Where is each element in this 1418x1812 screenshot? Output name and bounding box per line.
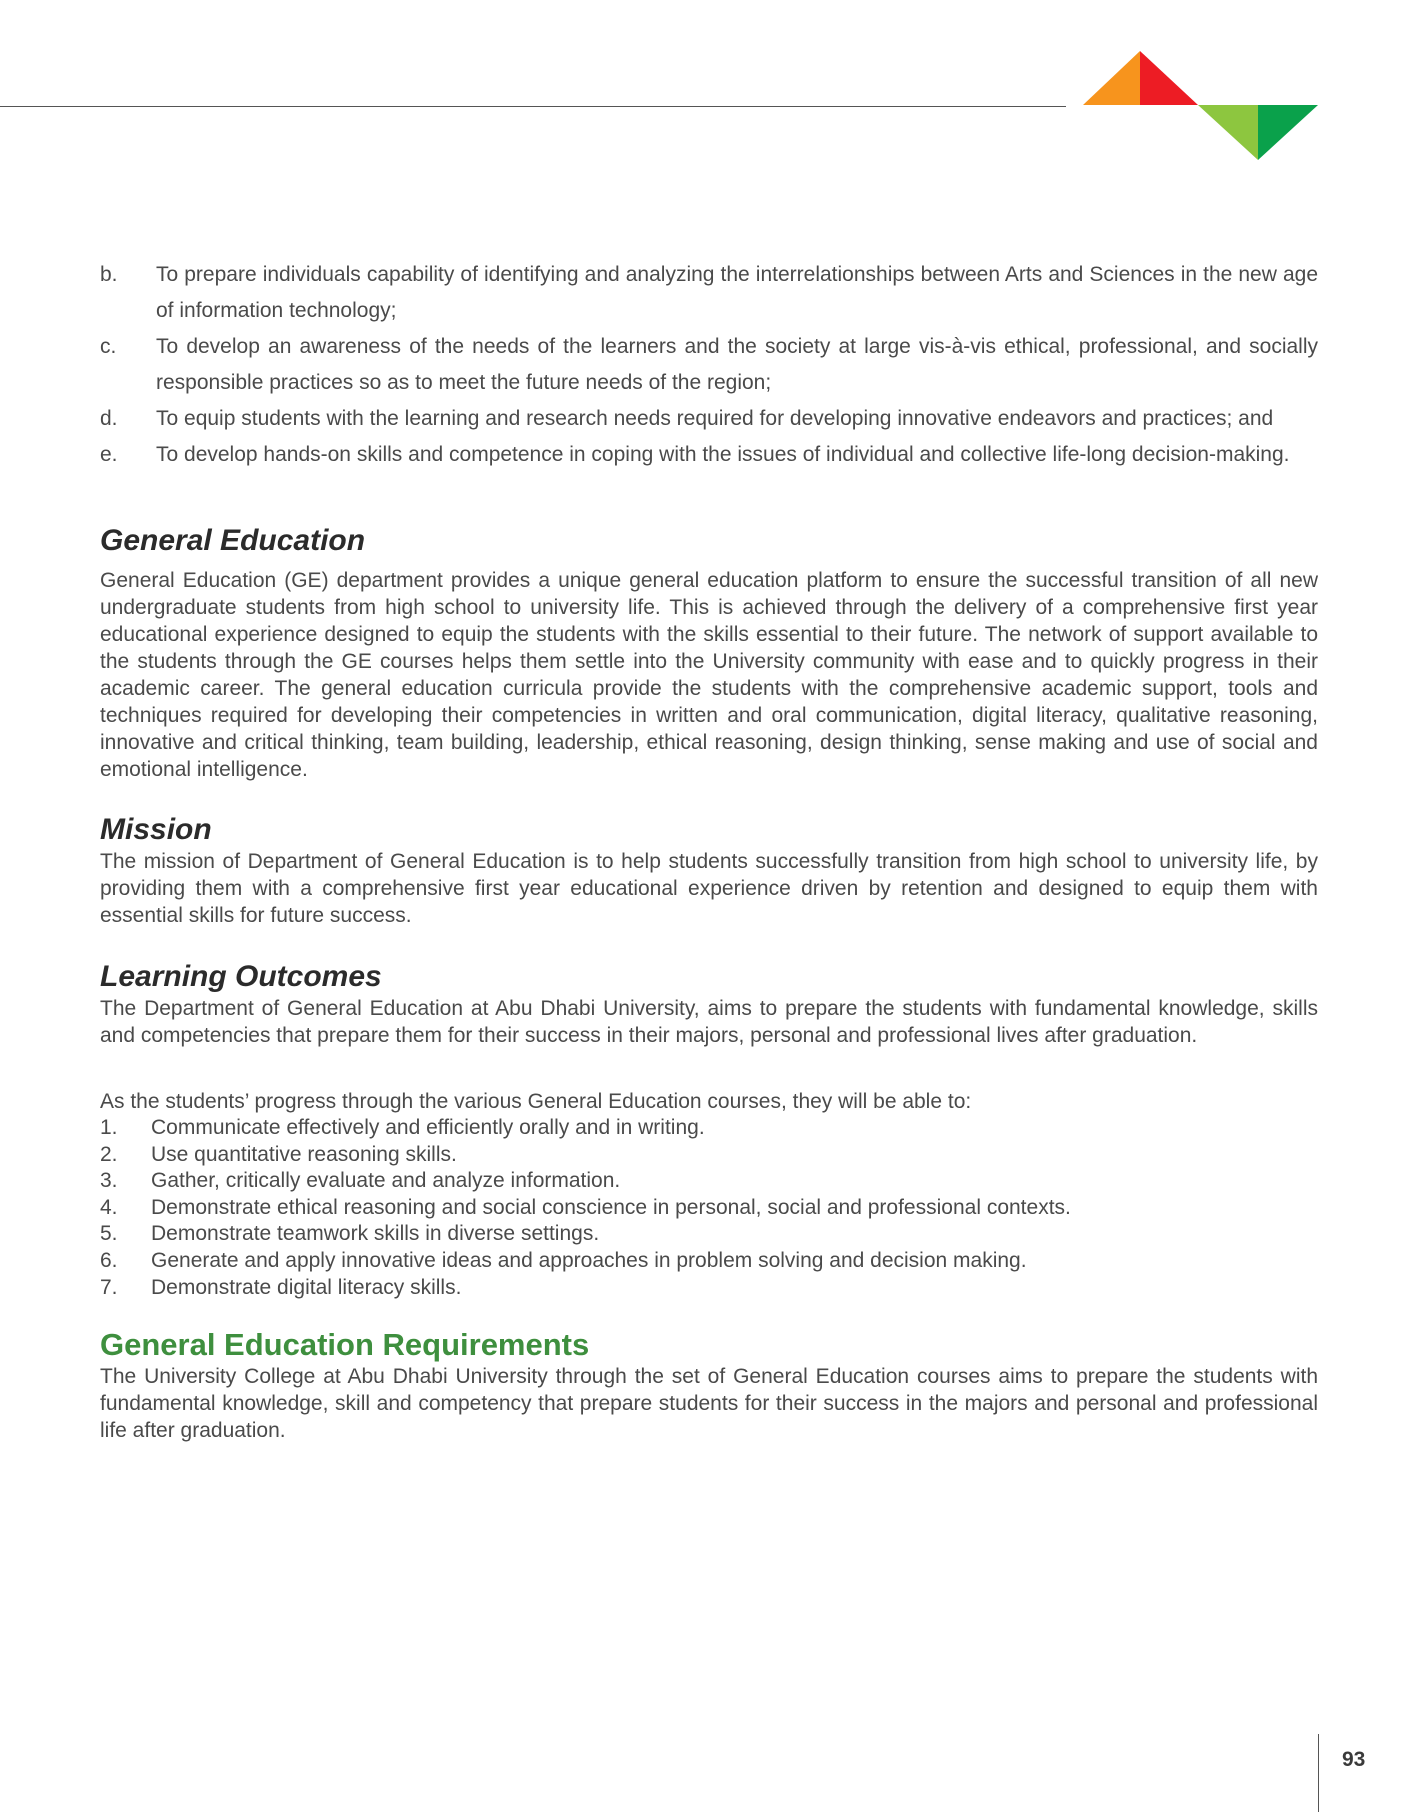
mission-body: The mission of Department of General Education is to help students successfully transition from high school to university life, by providing them with a comprehensive first year educational experience driven by retention and designed to equip them with essential skills for future success. [100,850,1318,927]
outcome-item [100,1221,1318,1248]
learning-outcomes-body: The Department of General Education at Abu Dhabi University, aims to prepare the students with fundamental knowledge, skills and competencies that prepare them for their success in their majors, personal and professional lives after graduation. [100,997,1318,1047]
learning-outcomes-heading: Learning Outcomes [100,960,382,993]
outcome-item [100,1168,1318,1195]
objective-item [100,437,1318,473]
mission-heading: Mission [100,813,212,846]
outcome-marker: 7. [100,1275,118,1299]
objective-marker: e. [100,443,118,466]
objectives-list [100,257,1318,473]
outcome-item [100,1275,1318,1302]
header-rule [0,106,1066,107]
outcome-marker: 6. [100,1248,118,1272]
page-content [100,257,1318,1444]
footer-rule [1318,1734,1319,1812]
objective-text: To develop hands-on skills and competence in coping with the issues of individual and collective life-long decision-making. [156,443,1290,466]
objective-marker: c. [100,335,117,358]
objective-text: To prepare individuals capability of identifying and analyzing the interrelationships between Arts and Sciences in the new age of information technology; [156,263,1318,322]
outcome-marker: 5. [100,1222,118,1246]
requirements-body: The University College at Abu Dhabi University through the set of General Education courses aims to prepare the students with fundamental knowledge, skill and competency that prepare students for their success in the majors and personal and professional life after graduation. [100,1365,1318,1443]
objective-marker: b. [100,263,118,286]
outcome-marker: 4. [100,1195,118,1219]
outcome-text: Communicate effectively and efficiently orally and in writing. [151,1116,705,1139]
objective-item [100,401,1318,437]
objective-text: To equip students with the learning and research needs required for developing innovative endeavors and practices; and [156,407,1274,430]
triangle-orange [1083,51,1140,105]
learning-outcomes-intro: As the students’ progress through the various General Education courses, they will be able to: [100,1090,972,1113]
outcome-text: Gather, critically evaluate and analyze information. [151,1169,621,1193]
outcomes-list [100,1115,1318,1301]
triangle-lightgreen [1198,105,1258,160]
outcome-item [100,1195,1318,1222]
outcome-text: Use quantitative reasoning skills. [151,1142,457,1166]
outcome-text: Demonstrate digital literacy skills. [151,1275,462,1299]
requirements-heading: General Education Requirements [100,1327,590,1363]
outcome-text: Demonstrate ethical reasoning and social conscience in personal, social and professional contexts. [151,1195,1071,1219]
outcome-item [100,1115,1318,1142]
objective-item [100,329,1318,401]
outcome-marker: 1. [100,1116,118,1139]
general-education-body: General Education (GE) department provides a unique general education platform to ensure the successful transition of all new undergraduate students from high school to university life. This is achieved through the delivery of a comprehensive first year educational experience designed to equip the students with the skills essential to their future. The network of support available to the students through the GE courses helps them settle into the University community with ease and to quickly progress in their academic career. The general education curricula provide the students with the comprehensive academic support, tools and techniques required for developing their competencies in written and oral communication, digital literacy, qualitative reasoning, innovative and critical thinking, team building, leadership, ethical reasoning, design thinking, sense making and use of social and emotional intelligence. [100,569,1318,781]
objective-item [100,257,1318,329]
outcome-marker: 3. [100,1169,118,1193]
triangle-red [1140,51,1198,105]
page-number: 93 [1342,1748,1366,1771]
outcome-marker: 2. [100,1142,118,1166]
outcome-item [100,1248,1318,1275]
outcome-text: Generate and apply innovative ideas and approaches in problem solving and decision making. [151,1248,1027,1272]
objective-marker: d. [100,407,118,430]
outcome-text: Demonstrate teamwork skills in diverse settings. [151,1222,600,1246]
triangle-green [1258,105,1318,160]
outcome-item [100,1142,1318,1169]
triangle-logo-icon [1080,50,1320,165]
objective-text: To develop an awareness of the needs of the learners and the society at large vis-à-vis ethical, professional, and socially responsible practices so as to meet the future needs of the region; [156,335,1318,394]
general-education-heading: General Education [100,524,366,557]
